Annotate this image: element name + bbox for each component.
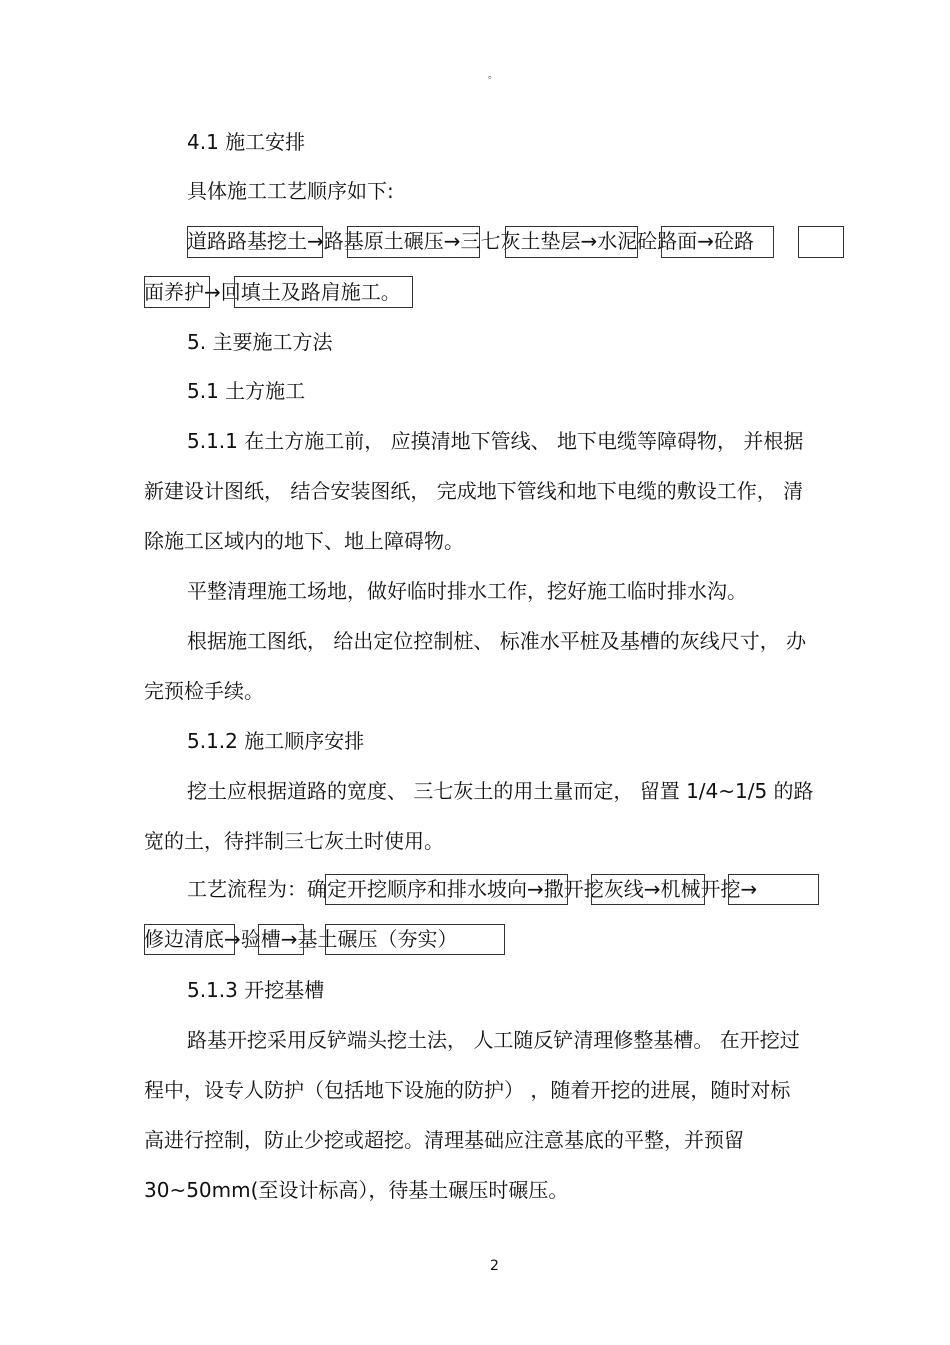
- flow-box-frame: [144, 924, 235, 955]
- paragraph-line: 修边清底→验槽→基土碾压（夯实）: [144, 927, 458, 951]
- flow-box-frame: [798, 226, 844, 258]
- heading-4-1: 4.1 施工安排: [187, 130, 306, 154]
- paragraph-line: 完预检手续。: [144, 679, 264, 703]
- paragraph-line: 工艺流程为：确定开挖顺序和排水坡向→撒开挖灰线→机械开挖→: [187, 877, 758, 901]
- paragraph-line: 挖土应根据道路的宽度、 三七灰土的用土量而定， 留置 1/4~1/5 的路: [187, 779, 814, 803]
- paragraph-line: 道路路基挖土→路基原土碾压→三七灰土垫层→水泥砼路面→砼路: [187, 229, 755, 253]
- heading-5-1: 5.1 土方施工: [187, 379, 306, 403]
- paragraph-line: 5.1.1 在土方施工前， 应摸清地下管线、 地下电缆等障碍物， 并根据: [187, 429, 804, 453]
- flow-box-frame: [661, 226, 774, 258]
- flow-box-frame: [187, 226, 323, 258]
- flow-box-frame: [234, 276, 413, 308]
- paragraph-line: 新建设计图纸， 结合安装图纸， 完成地下管线和地下电缆的敷设工作， 清: [144, 479, 804, 503]
- paragraph-line: 路基开挖采用反铲端头挖土法， 人工随反铲清理修整基槽。 在开挖过: [187, 1028, 800, 1052]
- paragraph-line: 除施工区域内的地下、地上障碍物。: [144, 529, 464, 553]
- page-number: 2: [490, 1258, 499, 1274]
- paragraph-line: 平整清理施工场地，做好临时排水工作，挖好施工临时排水沟。: [187, 579, 747, 603]
- heading-5: 5. 主要施工方法: [187, 330, 333, 354]
- paragraph-line: 根据施工图纸， 给出定位控制桩、 标准水平桩及基槽的灰线尺寸， 办: [187, 629, 807, 653]
- paragraph-line: 30~50mm(至设计标高），待基土碾压时碾压。: [144, 1178, 569, 1202]
- heading-5-1-2: 5.1.2 施工顺序安排: [187, 729, 365, 753]
- paragraph-line: 程中，设专人防护（包括地下设施的防护） ，随着开挖的进展，随时对标: [144, 1078, 791, 1102]
- flow-box-frame: [728, 874, 819, 905]
- paragraph-line: 具体施工工艺顺序如下:: [187, 179, 394, 203]
- flow-box-frame: [325, 874, 568, 905]
- heading-5-1-3: 5.1.3 开挖基槽: [187, 978, 325, 1002]
- paragraph-line: 宽的土，待拌制三七灰土时使用。: [144, 829, 444, 853]
- flow-box-frame: [505, 226, 638, 258]
- flow-box-frame: [325, 924, 505, 955]
- header-mark: 。: [488, 70, 498, 81]
- flow-box-frame: [144, 276, 210, 308]
- flow-box-frame: [591, 874, 705, 905]
- paragraph-line: 高进行控制，防止少挖或超挖。清理基础应注意基底的平整，并预留: [144, 1128, 744, 1152]
- paragraph-line: 面养护→回填土及路肩施工。: [144, 280, 401, 304]
- flow-box-frame: [347, 226, 480, 258]
- flow-box-frame: [258, 924, 304, 955]
